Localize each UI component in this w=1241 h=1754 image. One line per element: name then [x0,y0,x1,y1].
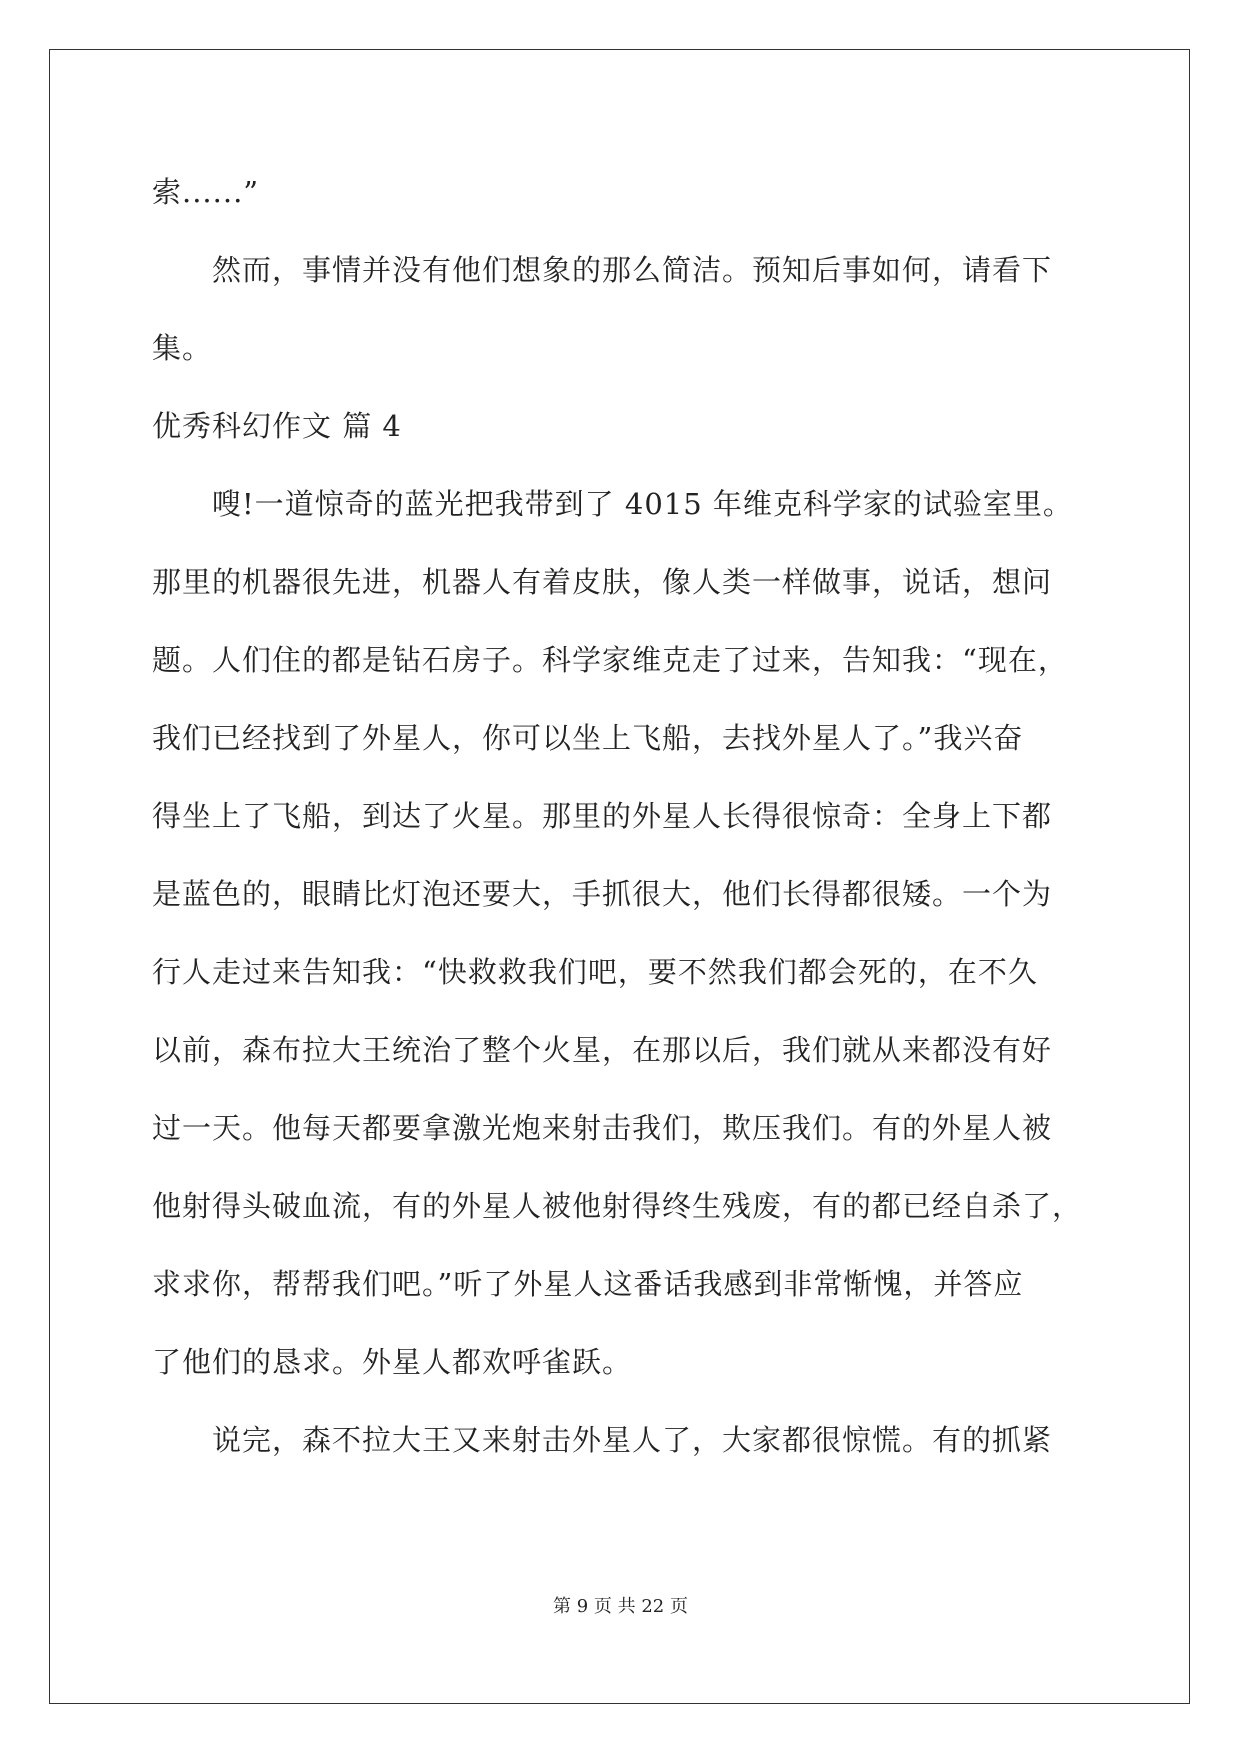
text-line: 索......” [152,175,260,209]
text-line: 集。 [152,331,213,365]
text-line: 那里的机器很先进，机器人有着皮肤，像人类一样做事，说话，想问 [152,565,1053,599]
page-number: 第 9 页 共 22 页 [553,1596,688,1617]
text-line: 过一天。他每天都要拿激光炮来射击我们，欺压我们。有的外星人被 [152,1111,1053,1145]
text-line: 得坐上了飞船，到达了火星。那里的外星人长得很惊奇：全身上下都 [152,799,1053,833]
section-heading: 优秀科幻作文 篇 4 [152,409,402,443]
text-line: 是蓝色的，眼睛比灯泡还要大，手抓很大，他们长得都很矮。一个为 [152,877,1053,911]
text-line: 行人走过来告知我：“快救救我们吧，要不然我们都会死的，在不久 [152,955,1038,989]
text-line: 然而，事情并没有他们想象的那么简洁。预知后事如何，请看下 [212,253,1053,287]
text-line: 求求你，帮帮我们吧。”听了外星人这番话我感到非常惭愧，并答应 [152,1267,1024,1301]
text-line: 以前，森布拉大王统治了整个火星，在那以后，我们就从来都没有好 [152,1033,1053,1067]
text-line: 我们已经找到了外星人，你可以坐上飞船，去找外星人了。”我兴奋 [152,721,1024,755]
text-line: 他射得头破血流，有的外星人被他射得终生残废，有的都已经自杀了， [152,1189,1083,1223]
text-line: 嗖!一道惊奇的蓝光把我带到了 4015 年维克科学家的试验室里。 [212,487,1073,521]
text-line: 说完，森不拉大王又来射击外星人了，大家都很惊慌。有的抓紧 [212,1423,1053,1457]
text-line: 题。人们住的都是钻石房子。科学家维克走了过来，告知我：“现在， [152,643,1068,677]
text-line: 了他们的恳求。外星人都欢呼雀跃。 [152,1345,633,1379]
